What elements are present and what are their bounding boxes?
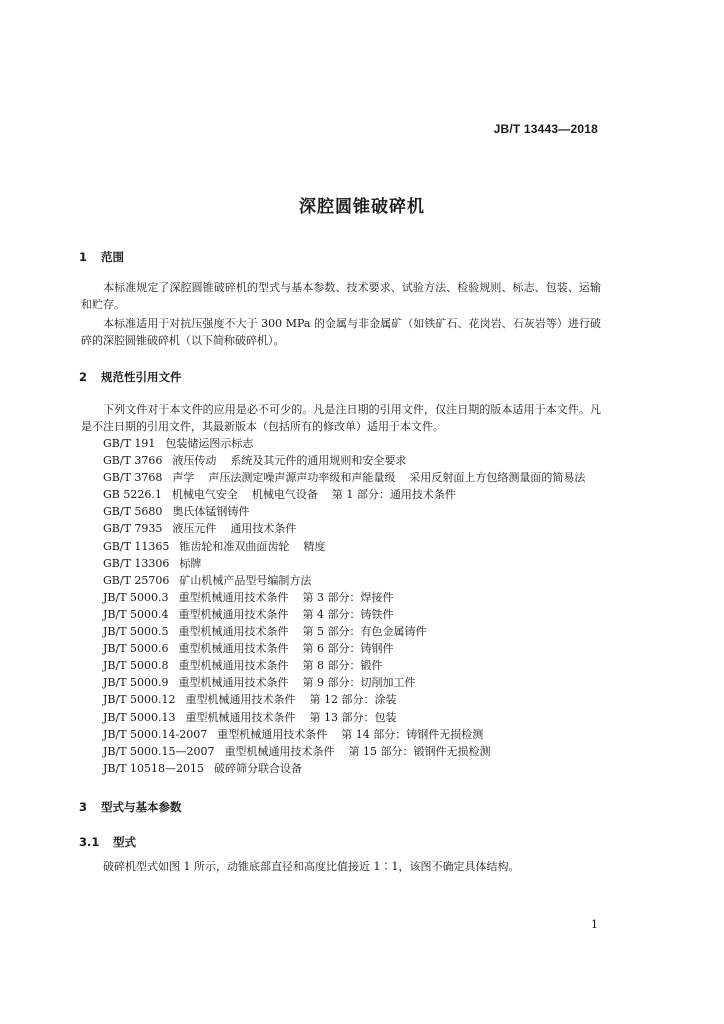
section-2-heading [79,369,182,385]
reference-title-part: 液压传动 [172,454,217,468]
reference-item [103,709,599,726]
reference-title-part: 矿山机械产品型号编制方法 [179,573,312,587]
reference-item [103,503,599,520]
reference-code: JB/T 5000.5 [103,625,169,639]
reference-title-part: 液压元件 [172,522,217,536]
paragraph: 下列文件对于本文件的应用是必不可少的。凡是注日期的引用文件，仅注日期的版本适用于本文件。凡是不注日期的引用文件，其最新版本（包括所有的修改单）适用于本文件。 [81,403,601,433]
reference-title-part: 系统及其元件的通用规则和安全要求 [230,454,407,468]
reference-title-part: 声学 [172,471,195,485]
reference-title-part: 精度 [303,539,326,553]
reference-code: GB 5226.1 [103,488,162,502]
reference-title-part: 机械电气设备 [251,488,318,502]
reference-item [103,674,599,691]
reference-item [103,640,599,657]
reference-title-part: 第 4 部分：铸铁件 [302,607,394,621]
reference-code: JB/T 5000.4 [103,607,169,621]
reference-title-part: 重型机械通用技术条件 [178,659,289,673]
reference-title-part: 重型机械通用技术条件 [185,693,296,707]
reference-code: JB/T 5000.14-2007 [103,727,208,741]
reference-item [103,743,599,760]
reference-item [103,572,599,589]
reference-code: GB/T 3768 [103,471,163,485]
reference-title-part: 第 5 部分：有色金属铸件 [302,625,427,639]
reference-title-part: 标牌 [179,556,202,570]
reference-title-part: 奥氏体锰钢铸件 [172,505,250,519]
reference-code: GB/T 3766 [103,454,163,468]
paragraph: 破碎机型式如图 1 所示，动锥底部直径和高度比值接近 1∶1，该图不确定具体结构。 [103,860,520,873]
reference-item [103,726,599,743]
reference-title-part: 第 15 部分：锻钢件无损检测 [348,744,491,758]
reference-title-part: 通用技术条件 [230,522,297,536]
subsection-3-1-heading [79,834,136,850]
reference-code: GB/T 13306 [103,556,170,570]
reference-item [103,623,599,640]
reference-code: GB/T 7935 [103,522,163,536]
reference-code: GB/T 5680 [103,505,163,519]
subsection-number: 3.1 [79,835,100,849]
reference-list [103,435,599,777]
reference-code: GB/T 191 [103,437,156,450]
reference-title-part: 重型机械通用技术条件 [178,676,289,690]
page-number: 1 [591,918,598,931]
section-number: 1 [79,250,88,264]
reference-title-part: 破碎筛分联合设备 [214,761,303,775]
reference-item [103,589,599,606]
reference-title-part: 重型机械通用技术条件 [178,607,289,621]
reference-title-part: 重型机械通用技术条件 [178,590,289,604]
reference-title-part: 采用反射面上方包络测量面的简易法 [409,471,586,485]
reference-code: JB/T 5000.13 [103,710,176,724]
paragraph: 本标准规定了深腔圆锥破碎机的型式与基本参数、技术要求、试验方法、检验规则、标志、包装、运输和贮存。 [81,281,601,311]
reference-item [103,520,599,537]
reference-title-part: 第 14 部分：铸钢件无损检测 [341,727,484,741]
reference-title-part: 第 8 部分：锻件 [302,659,383,673]
reference-title-part: 第 1 部分：通用技术条件 [331,488,456,502]
reference-code: JB/T 5000.6 [103,642,169,656]
reference-item [103,691,599,708]
reference-title-part: 锥齿轮和准双曲面齿轮 [179,539,290,553]
reference-title-part: 声压法测定噪声源声功率级和声能量级 [208,471,396,485]
reference-code: JB/T 5000.12 [103,693,176,707]
reference-title-part: 机械电气安全 [171,488,238,502]
section-3-heading [79,799,182,815]
document-title: 深腔圆锥破碎机 [299,197,425,217]
reference-item [103,555,599,572]
section-title: 规范性引用文件 [101,370,182,384]
subsection-title: 型式 [113,835,137,849]
reference-title-part: 重型机械通用技术条件 [224,744,335,758]
reference-item [103,538,599,555]
reference-item [103,606,599,623]
reference-item [103,657,599,674]
reference-title-part: 重型机械通用技术条件 [178,625,289,639]
paragraph: 本标准适用于对抗压强度不大于 300 MPa 的金属与非金属矿（如铁矿石、花岗岩、石灰岩等）进行破碎的深腔圆锥破碎机（以下简称破碎机）。 [81,317,601,347]
reference-item [103,760,599,777]
reference-code: JB/T 5000.9 [103,676,169,690]
section-title: 型式与基本参数 [101,800,182,814]
reference-title-part: 重型机械通用技术条件 [185,710,296,724]
reference-title-part: 第 12 部分：涂装 [309,693,397,707]
section-number: 3 [79,800,88,814]
reference-code: JB/T 5000.3 [103,590,169,604]
reference-item [103,435,599,452]
reference-item [103,452,599,469]
reference-title-part: 重型机械通用技术条件 [178,642,289,656]
reference-item [103,469,599,486]
reference-title-part: 第 3 部分：焊接件 [302,590,394,604]
standard-number: JB/T 13443—2018 [493,122,598,136]
section-1-heading [79,249,124,265]
reference-title-part: 第 6 部分：铸钢件 [302,642,394,656]
reference-title-part: 包装储运图示标志 [165,437,254,450]
reference-title-part: 第 9 部分：切削加工件 [302,676,416,690]
reference-code: GB/T 25706 [103,573,170,587]
section-number: 2 [79,370,88,384]
reference-code: GB/T 11365 [103,539,170,553]
reference-title-part: 重型机械通用技术条件 [217,727,328,741]
reference-code: JB/T 5000.15—2007 [103,744,215,758]
reference-title-part: 第 13 部分：包装 [309,710,397,724]
reference-item [103,486,599,503]
reference-code: JB/T 10518—2015 [103,761,205,775]
section-title: 范围 [101,250,125,264]
reference-code: JB/T 5000.8 [103,659,169,673]
